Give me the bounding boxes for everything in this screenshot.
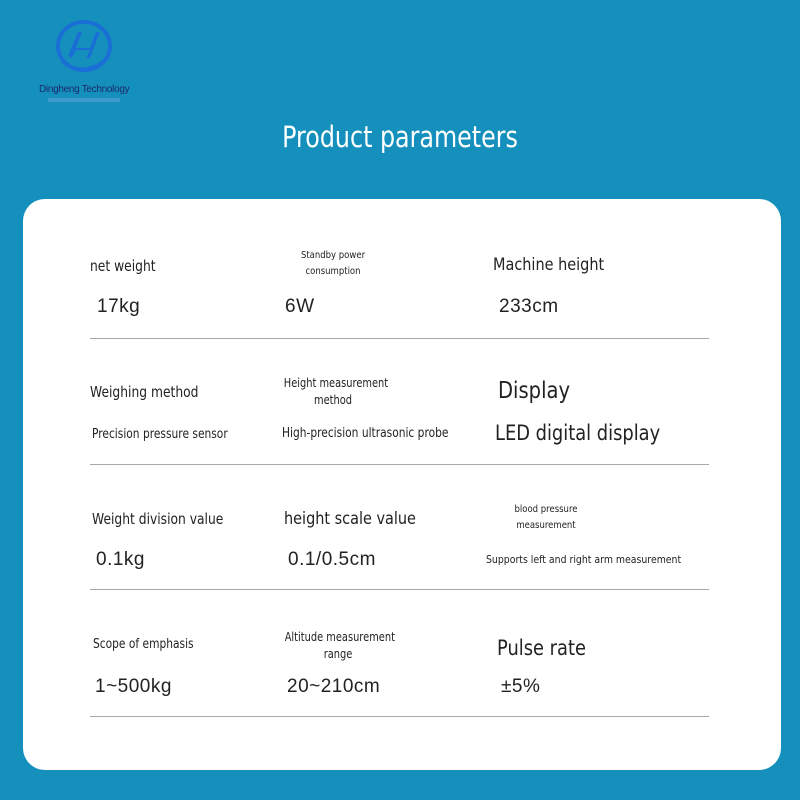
row-divider: [90, 338, 709, 339]
blood-pressure-label: [499, 502, 593, 534]
weighing-method-label: Weighing method: [90, 383, 199, 401]
weighing-method-value: Precision pressure sensor: [92, 427, 228, 442]
logo-underline: [48, 98, 120, 102]
display-label: Display: [498, 378, 571, 404]
display-value: LED digital display: [495, 421, 661, 445]
altitude-range-label: [284, 629, 395, 663]
standby-power-label-line1: Standby power: [300, 250, 366, 261]
altitude-range-label-line2: range: [323, 647, 353, 661]
row-divider: [90, 716, 709, 717]
row-divider: [90, 589, 709, 590]
scope-emphasis-value: 1~500kg: [95, 676, 172, 697]
logo-icon: [54, 18, 114, 80]
parameters-card: [23, 199, 781, 770]
row-divider: [90, 464, 709, 465]
scope-emphasis-label: Scope of emphasis: [93, 637, 194, 652]
altitude-range-label-line1: Altitude measurement: [284, 630, 395, 644]
pulse-rate-value: ±5%: [501, 676, 541, 697]
blood-pressure-label-line2: measurement: [516, 520, 576, 531]
weight-division-label: Weight division value: [92, 510, 224, 528]
height-scale-value: 0.1/0.5cm: [288, 549, 376, 570]
company-logo: [36, 18, 136, 108]
standby-power-label: [286, 248, 380, 280]
standby-power-value: 6W: [285, 296, 315, 317]
height-method-value: High-precision ultrasonic probe: [282, 426, 449, 441]
weight-division-value: 0.1kg: [96, 549, 145, 570]
height-method-label-line2: method: [313, 393, 353, 407]
net-weight-value: 17kg: [97, 296, 141, 317]
pulse-rate-label: Pulse rate: [497, 636, 586, 660]
net-weight-label: net weight: [90, 257, 156, 275]
logo-text: Dingheng Technology: [39, 84, 130, 95]
height-method-label: [283, 375, 389, 409]
altitude-range-value: 20~210cm: [287, 676, 381, 697]
blood-pressure-value: Supports left and right arm measurement: [486, 553, 682, 566]
height-method-label-line1: Height measurement: [283, 376, 389, 390]
blood-pressure-label-line1: blood pressure: [514, 504, 578, 515]
machine-height-label: Machine height: [493, 255, 605, 275]
standby-power-label-line2: consumption: [305, 266, 361, 277]
page-title: Product parameters: [282, 120, 518, 154]
height-scale-label: height scale value: [284, 509, 416, 529]
machine-height-value: 233cm: [499, 296, 559, 317]
